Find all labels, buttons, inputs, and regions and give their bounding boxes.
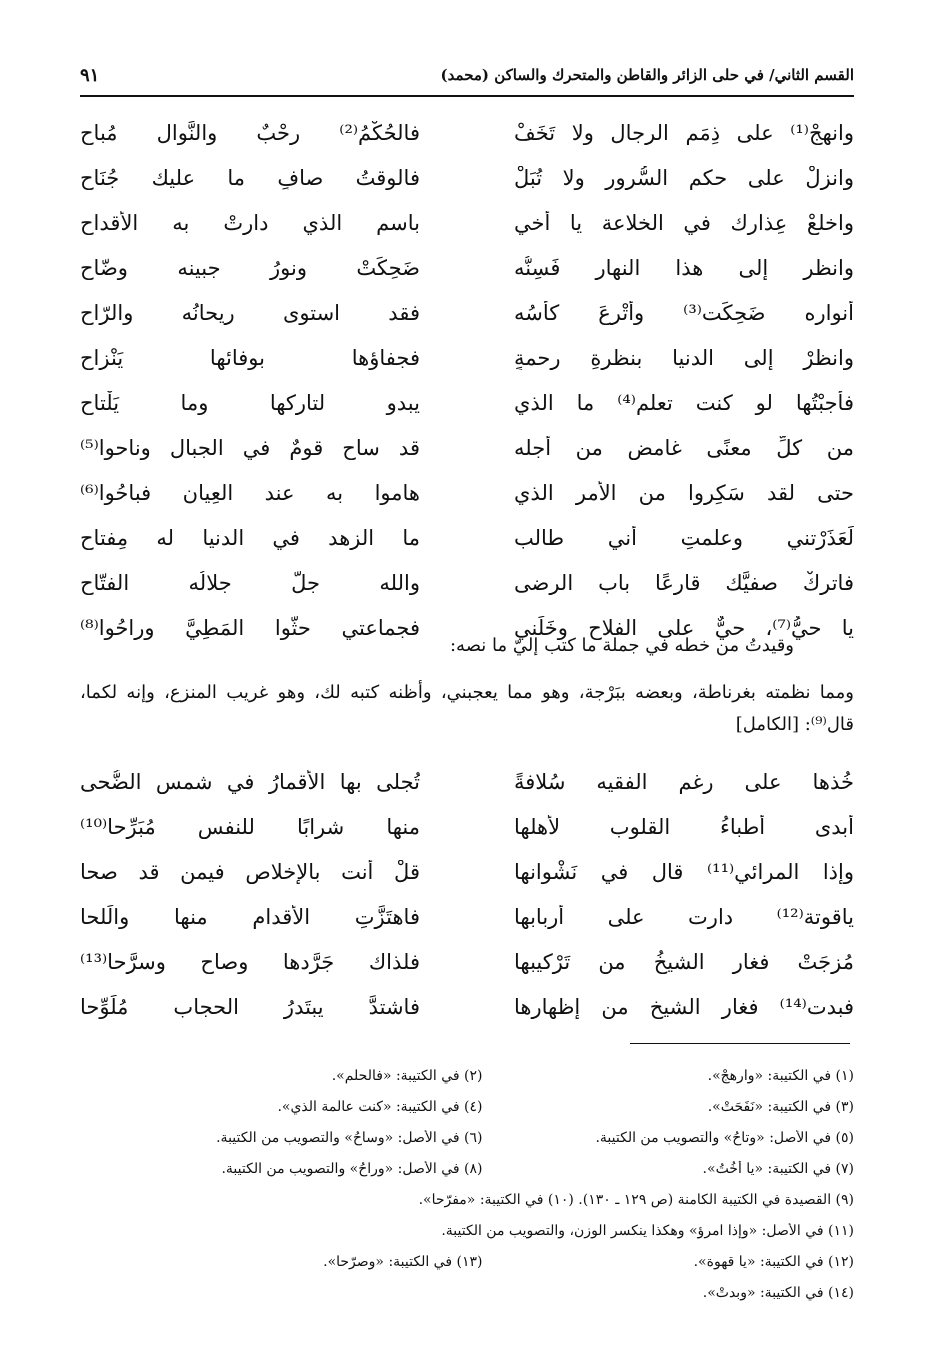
verse <box>80 425 854 470</box>
first-hemistich: لَعَذَرْتني وعلمتِ أني طالب <box>514 525 854 550</box>
footnote: (٥) في الأصل: «وتاحُ» والتصويب من الكتيبة. <box>595 1129 854 1146</box>
intro-paragraph: ومما نظمته بغرناطة، وبعضه ببَرْجة، وهو مما يعجبني، وأظنه كتبه لك، وهو غريب المنزع، وإنه لكما، قال⁽⁹⁾: [الكامل] <box>80 682 854 735</box>
footnote: (٨) في الأصل: «وراحُ» والتصويب من الكتيبة. <box>221 1160 483 1177</box>
first-hemistich: فبدت⁽¹⁴⁾ فغار الشيخ من إظهارها <box>514 994 854 1019</box>
first-hemistich: وإذا المرائي⁽¹¹⁾ قال في نَشْوانها <box>514 859 854 884</box>
second-hemistich: تُجلى بها الأقمارُ في شمس الضُّحى <box>80 769 420 794</box>
footnote-row <box>80 1215 854 1246</box>
second-hemistich: ضَحِكَتْ ونورُ جبينه وضّاح <box>80 255 420 280</box>
footnote: (٦) في الأصل: «وساحُ» والتصويب من الكتيبة. <box>216 1129 483 1146</box>
first-hemistich: حتى لقد سَكِروا من الأمر الذي <box>514 480 854 505</box>
first-hemistich: وانهجْ⁽¹⁾ على ذِمَمِ الرجال ولا تَخَفْ <box>514 120 854 145</box>
second-hemistich: ما الزهد في الدنيا له مِفتاح <box>80 525 420 550</box>
second-hemistich: فقد استوى ريحانُه والرّاح <box>80 300 420 325</box>
verse <box>80 560 854 605</box>
footnote: (٣) في الكتيبة: «نَفَحَتْ». <box>707 1098 854 1115</box>
verse <box>80 894 854 939</box>
footnote: (٧) في الكتيبة: «يا أخُتُ». <box>702 1160 854 1177</box>
header-title: القسم الثاني/ في حلى الزائر والقاطن والمتحرك والساكن (محمد) <box>440 66 854 84</box>
first-hemistich: خُذها على رغم الفقيه سُلافةً <box>514 769 854 794</box>
footnote: (٩) القصيدة في الكتيبة الكامنة (ص ١٢٩ ـ ١٣٠). (١٠) في الكتيبة: «مفرّحا». <box>418 1191 854 1208</box>
first-hemistich: مُزِجَتْ فغار الشيخُ من تَرْكيبها <box>514 949 854 974</box>
footnote-row <box>80 1122 854 1153</box>
footnote: (١٢) في الكتيبة: «يا قهوة». <box>693 1253 854 1270</box>
footnote-row <box>80 1060 854 1091</box>
footnote-rule <box>630 1043 850 1044</box>
second-hemistich: والله جلَّ جلالُه الفتّاح <box>80 570 420 595</box>
second-hemistich: يبدو لتاركها وما يَلْتاح <box>80 390 420 415</box>
first-hemistich: فأجبْتُها لو كنت تعلم⁽⁴⁾ ما الذي <box>514 390 854 415</box>
verse <box>80 515 854 560</box>
first-hemistich: أنواره ضَحِكَت⁽³⁾ وأُتْرِعَ كأسُه <box>514 300 854 325</box>
poem-1 <box>80 110 854 650</box>
verse <box>80 245 854 290</box>
first-hemistich: يا حيُّ⁽⁷⁾، حيٌّ على الفلاح وخَلِّني <box>514 615 854 640</box>
first-hemistich: أبدى أطباءُ القلوب لأهلها <box>514 814 854 839</box>
first-hemistich: من كلِّ معنًى غامضٍ من أجله <box>514 435 854 460</box>
verse <box>80 335 854 380</box>
second-hemistich: منها شرابًا للنفس مُبَرِّحا⁽¹⁰⁾ <box>80 814 420 839</box>
header-rule <box>80 95 854 97</box>
second-hemistich: فجماعتي حثُّوا المَطِيَّ وراحُوا⁽⁸⁾ <box>80 615 420 640</box>
footnotes <box>80 1060 854 1308</box>
first-hemistich: ياقوتة⁽¹²⁾ دارت على أربابها <box>514 904 854 929</box>
first-hemistich: واخلعْ عِذارك في الخلاعة يا أخي <box>514 210 854 235</box>
footnote-row <box>80 1153 854 1184</box>
second-hemistich: فاهتَزَّتِ الأقدام منها والِّلحا <box>80 904 420 929</box>
second-hemistich: فالحُكْمُ⁽²⁾ رحْبٌ والنَّوال مُباح <box>80 120 420 145</box>
poem-2 <box>80 759 854 1029</box>
verse <box>80 290 854 335</box>
second-hemistich: فلذاك جَرَّدها وصاح وسرَّحا⁽¹³⁾ <box>80 949 420 974</box>
verse <box>80 200 854 245</box>
verse <box>80 759 854 804</box>
footnote: (١١) في الأصل: «وإذا امرؤ» وهكذا ينكسر الوزن، والتصويب من الكتيبة. <box>441 1222 854 1239</box>
first-hemistich: وانظر إلى هذا النهار فَسِنُّه <box>514 255 854 280</box>
footnote-row <box>80 1091 854 1122</box>
footnote: (٢) في الكتيبة: «فالحلم». <box>331 1067 483 1084</box>
verse <box>80 155 854 200</box>
first-hemistich: وانظرْ إلى الدنيا بنظرةِ رحمةٍ <box>514 345 854 370</box>
intro-line: وقيدتُ من خطه في جملة ما كتب إليّ ما نصه: <box>449 635 794 656</box>
footnote: (١٣) في الكتيبة: «وصرّحا». <box>323 1253 483 1270</box>
footnote: (١٤) في الكتيبة: «وبدتْ». <box>702 1284 854 1301</box>
second-hemistich: قد ساح قومٌ في الجبال وناحوا⁽⁵⁾ <box>80 435 420 460</box>
verse <box>80 939 854 984</box>
verse <box>80 804 854 849</box>
footnote-row <box>80 1184 854 1215</box>
second-hemistich: باسم الذي دارتْ به الأقداح <box>80 210 420 235</box>
verse <box>80 849 854 894</box>
footnote-row <box>80 1277 854 1308</box>
footnote-row <box>80 1246 854 1277</box>
second-hemistich: هاموا به عند العِيان فباحُوا⁽⁶⁾ <box>80 480 420 505</box>
verse <box>80 380 854 425</box>
verse <box>80 110 854 155</box>
second-hemistich: فاشتدَّ يبتَدرُ الحجاب مُلَوِّحا <box>80 994 420 1019</box>
running-header <box>80 62 854 88</box>
page-number: ٩١ <box>80 64 100 86</box>
verse <box>80 470 854 515</box>
second-hemistich: فالوقتُ صافٍ ما عليك جُنَاح <box>80 165 420 190</box>
first-hemistich: وانزلْ على حكم السُّرور ولا تُبَلْ <box>514 165 854 190</box>
first-hemistich: فاتركْ صفيَّك قارعًا باب الرضى <box>514 570 854 595</box>
second-hemistich: فجفاؤها بوفائها يَنْزاح <box>80 345 420 370</box>
footnote: (٤) في الكتيبة: «كنت عالمة الذي». <box>277 1098 483 1115</box>
footnote: (١) في الكتيبة: «وارهجْ». <box>707 1067 854 1084</box>
verse <box>80 984 854 1029</box>
second-hemistich: قلْ أنت بالإخلاص فيمن قد صحا <box>80 859 420 884</box>
